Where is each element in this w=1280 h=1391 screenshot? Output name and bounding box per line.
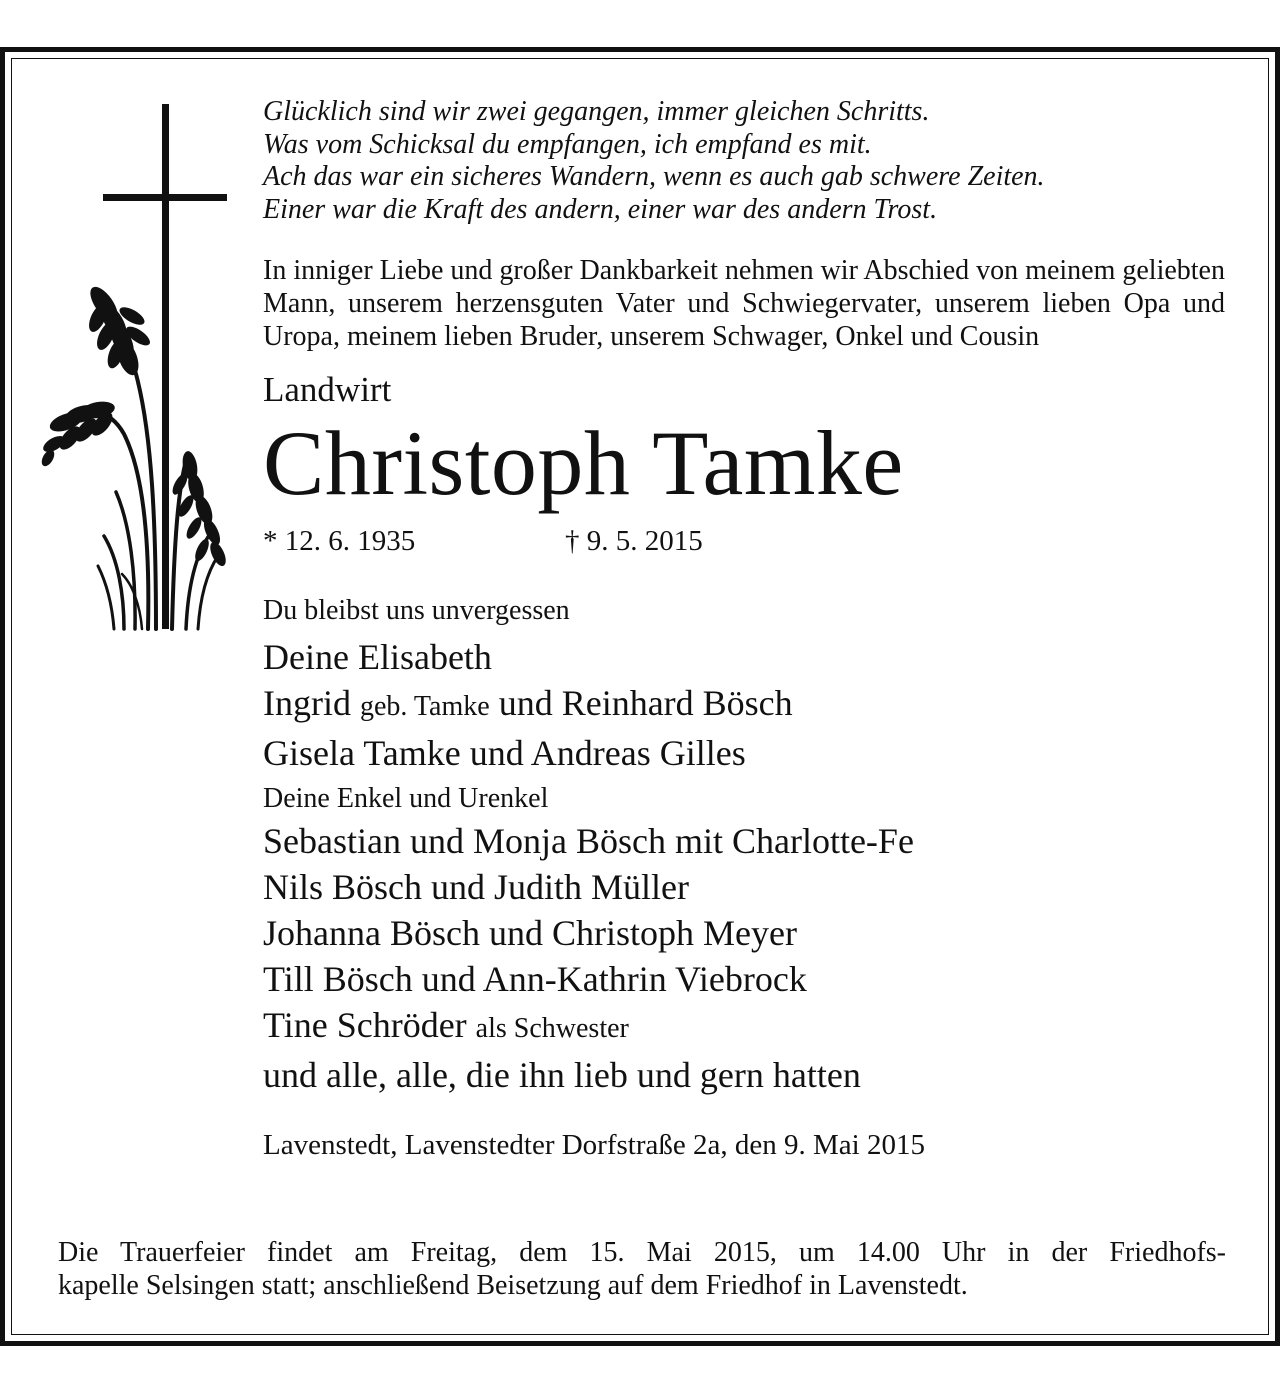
cross-horizontal-beam	[103, 194, 227, 201]
signer-name: Ingrid	[263, 683, 351, 723]
life-dates	[263, 524, 1225, 558]
funeral-details-line: kapelle Selsingen statt; anschließend Beisetzung auf dem Friedhof in Lavenstedt.	[58, 1270, 968, 1301]
poem-line: Einer war die Kraft des andern, einer war des andern Trost.	[263, 193, 938, 225]
signer-line	[263, 680, 1225, 730]
signer-line: Gisela Tamke und Andreas Gilles	[263, 733, 746, 773]
signer-line: Till Bösch und Ann-Kathrin Viebrock	[263, 959, 807, 999]
signer-line: Deine Elisabeth	[263, 637, 492, 677]
signer-line: und alle, alle, die ihn lieb und gern hatten	[263, 1055, 861, 1095]
wheat-ear-upper	[85, 282, 153, 378]
signer-line	[263, 1002, 1225, 1052]
signer-note: als Schwester	[475, 1013, 629, 1044]
poem-line: Ach das war ein sicheres Wandern, wenn es auch gab schwere Zeiten.	[263, 161, 1045, 192]
place-and-date: Lavenstedt, Lavenstedter Dorfstraße 2a, den 9. Mai 2015	[263, 1129, 925, 1161]
signer-name: Tine Schröder	[263, 1005, 467, 1045]
poem-line: Glücklich sind wir zwei gegangen, immer gleichen Schritts.	[263, 96, 930, 127]
signer-line: Sebastian und Monja Bösch mit Charlotte-Fe	[263, 821, 914, 861]
deceased-name: Christoph Tamke	[263, 412, 904, 514]
signer-name: und Reinhard Bösch	[498, 683, 793, 723]
birth-date: * 12. 6. 1935	[263, 525, 416, 557]
memorial-poem	[263, 96, 1225, 226]
cross-vertical-beam	[162, 104, 169, 629]
notice-content	[263, 96, 1225, 1162]
signer-line: Johanna Bösch und Christoph Meyer	[263, 913, 797, 953]
poem-line: Was vom Schicksal du empfangen, ich empfand es mit.	[263, 128, 872, 160]
signer-note: geb. Tamke	[359, 691, 490, 722]
grandchildren-heading: Deine Enkel und Urenkel	[263, 783, 549, 814]
farewell-phrase: Du bleibst uns unvergessen	[263, 595, 570, 626]
death-date: † 9. 5. 2015	[565, 525, 703, 557]
wheat-ear-left	[40, 399, 116, 468]
farewell-intro: In inniger Liebe und großer Dankbarkeit nehmen wir Abschied von meinem geliebten Mann, unserem herzensguten Vater und Schwiegervater, unserem lieben Opa und Uropa, meinem lieben Bruder, unserem Schwager, Onkel und Cousin	[263, 255, 1225, 352]
cross-with-wheat-icon	[40, 104, 240, 634]
signer-line: Nils Bösch und Judith Müller	[263, 867, 690, 907]
funeral-details	[58, 1236, 1226, 1302]
funeral-details-line: Die Trauerfeier findet am Freitag, dem 15. Mai 2015, um 14.00 Uhr in der Friedhofs-	[58, 1237, 1226, 1268]
occupation: Landwirt	[263, 370, 392, 409]
